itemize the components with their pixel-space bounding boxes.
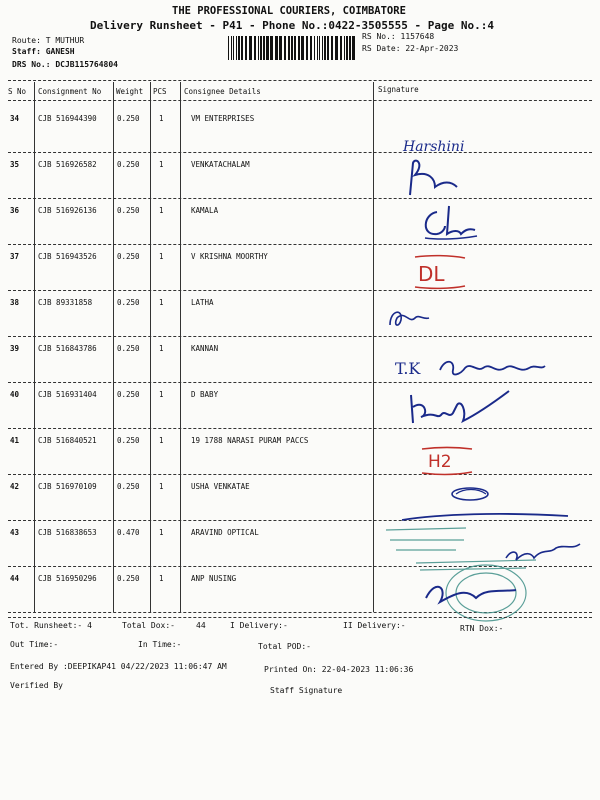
cell-pcs: 1 xyxy=(159,252,164,261)
cell-sno: 43 xyxy=(10,528,20,537)
stamp-and-signature-rows-43-44 xyxy=(376,518,596,628)
signature-row-35 xyxy=(395,135,505,205)
cell-weight: 0.250 xyxy=(117,436,140,445)
cell-consignment: CJB 516970109 xyxy=(38,482,97,491)
rs-number: RS No.: 1157648 xyxy=(362,32,435,41)
ii-delivery: II Delivery:- xyxy=(343,621,406,630)
cell-consignee: KAMALA xyxy=(191,206,219,215)
cell-consignee: ARAVIND OPTICAL xyxy=(191,528,259,537)
cell-consignee: 19 1788 NARASI PURAM PACCS xyxy=(191,436,309,445)
staff-signature: Staff Signature xyxy=(270,686,343,695)
signature-row-38 xyxy=(385,300,435,335)
cell-weight: 0.250 xyxy=(117,574,140,583)
signature-row-39 xyxy=(395,352,555,382)
cell-pcs: 1 xyxy=(159,114,164,123)
col-sno: S No xyxy=(8,87,27,96)
cell-pcs: 1 xyxy=(159,482,164,491)
cell-sno: 44 xyxy=(10,574,20,583)
row-divider xyxy=(8,244,592,245)
rs-date: RS Date: 22-Apr-2023 xyxy=(362,44,459,53)
cell-weight: 0.250 xyxy=(117,344,140,353)
rtn-dox: RTN Dox:- xyxy=(460,624,504,633)
out-time: Out Time:- xyxy=(10,640,59,649)
cell-sno: 41 xyxy=(10,436,20,445)
row-divider xyxy=(8,474,592,475)
total-dox-label: Total Dox:- xyxy=(122,621,175,630)
cell-pcs: 1 xyxy=(159,528,164,537)
printed-on: Printed On: 22-04-2023 11:06:36 xyxy=(264,665,414,674)
route-label: Route: T MUTHUR xyxy=(12,36,85,45)
cell-consignment: CJB 516931404 xyxy=(38,390,97,399)
col-signature: Signature xyxy=(378,85,419,94)
signature-row-39-text: T.K xyxy=(395,359,421,378)
cell-consignment: CJB 516838653 xyxy=(38,528,97,537)
in-time: In Time:- xyxy=(138,640,182,649)
cell-sno: 35 xyxy=(10,160,20,169)
cell-sno: 39 xyxy=(10,344,20,353)
cell-weight: 0.250 xyxy=(117,160,140,169)
total-pod: Total POD:- xyxy=(258,642,311,651)
company-title: THE PROFESSIONAL COURIERS, COIMBATORE xyxy=(172,5,406,17)
runsheet-title: Delivery Runsheet - P41 - Phone No.:0422-3505555 - Page No.:4 xyxy=(90,19,494,32)
row-divider xyxy=(8,382,592,383)
cell-consignee: VM ENTERPRISES xyxy=(191,114,255,123)
cell-pcs: 1 xyxy=(159,344,164,353)
cell-sno: 38 xyxy=(10,298,20,307)
cell-consignee: V KRISHNA MOORTHY xyxy=(191,252,268,261)
cell-consignee: LATHA xyxy=(191,298,214,307)
cell-consignee: D BABY xyxy=(191,390,219,399)
cell-sno: 36 xyxy=(10,206,20,215)
tot-runsheet: Tot. Runsheet:- 4 xyxy=(10,621,92,630)
row-divider xyxy=(8,290,592,291)
cell-pcs: 1 xyxy=(159,390,164,399)
cell-sno: 34 xyxy=(10,114,20,123)
cell-consignment: CJB 516943526 xyxy=(38,252,97,261)
cell-consignee: VENKATACHALAM xyxy=(191,160,250,169)
entered-by: Entered By :DEEPIKAP41 04/22/2023 11:06:47 AM xyxy=(10,662,227,671)
signature-row-36 xyxy=(415,200,485,245)
signature-row-37-mark: DL xyxy=(418,262,445,286)
signature-row-35-name: Harshini xyxy=(403,139,465,155)
drs-number: DRS No.: DCJB115764804 xyxy=(12,60,118,69)
staff-label: Staff: GANESH xyxy=(12,47,75,56)
cell-consignment: CJB 89331858 xyxy=(38,298,93,307)
cell-weight: 0.470 xyxy=(117,528,140,537)
cell-consignment: CJB 516950296 xyxy=(38,574,97,583)
col-consignment: Consignment No xyxy=(38,87,102,96)
signature-row-41-mark: H2 xyxy=(428,452,452,472)
total-dox-value: 44 xyxy=(196,621,206,630)
verified-by: Verified By xyxy=(10,681,63,690)
signature-row-41 xyxy=(418,444,478,476)
cell-pcs: 1 xyxy=(159,298,164,307)
cell-weight: 0.250 xyxy=(117,206,140,215)
row-divider xyxy=(8,336,592,337)
cell-sno: 42 xyxy=(10,482,20,491)
cell-weight: 0.250 xyxy=(117,298,140,307)
cell-consignee: ANP NUSING xyxy=(191,574,237,583)
cell-weight: 0.250 xyxy=(117,114,140,123)
cell-weight: 0.250 xyxy=(117,252,140,261)
cell-sno: 37 xyxy=(10,252,20,261)
cell-pcs: 1 xyxy=(159,206,164,215)
cell-consignee: KANNAN xyxy=(191,344,219,353)
cell-pcs: 1 xyxy=(159,574,164,583)
col-consignee: Consignee Details xyxy=(184,87,261,96)
col-pcs: PCS xyxy=(153,87,167,96)
cell-consignment: CJB 516926582 xyxy=(38,160,97,169)
cell-pcs: 1 xyxy=(159,436,164,445)
signature-row-40 xyxy=(405,385,515,435)
col-weight: Weight xyxy=(116,87,144,96)
cell-consignee: USHA VENKATAE xyxy=(191,482,250,491)
i-delivery: I Delivery:- xyxy=(230,621,288,630)
cell-consignment: CJB 516840521 xyxy=(38,436,97,445)
barcode xyxy=(228,36,356,60)
cell-consignment: CJB 516944390 xyxy=(38,114,97,123)
cell-pcs: 1 xyxy=(159,160,164,169)
cell-sno: 40 xyxy=(10,390,20,399)
signature-row-37 xyxy=(410,252,470,292)
cell-weight: 0.250 xyxy=(117,390,140,399)
cell-weight: 0.250 xyxy=(117,482,140,491)
cell-consignment: CJB 516843786 xyxy=(38,344,97,353)
cell-consignment: CJB 516926136 xyxy=(38,206,97,215)
